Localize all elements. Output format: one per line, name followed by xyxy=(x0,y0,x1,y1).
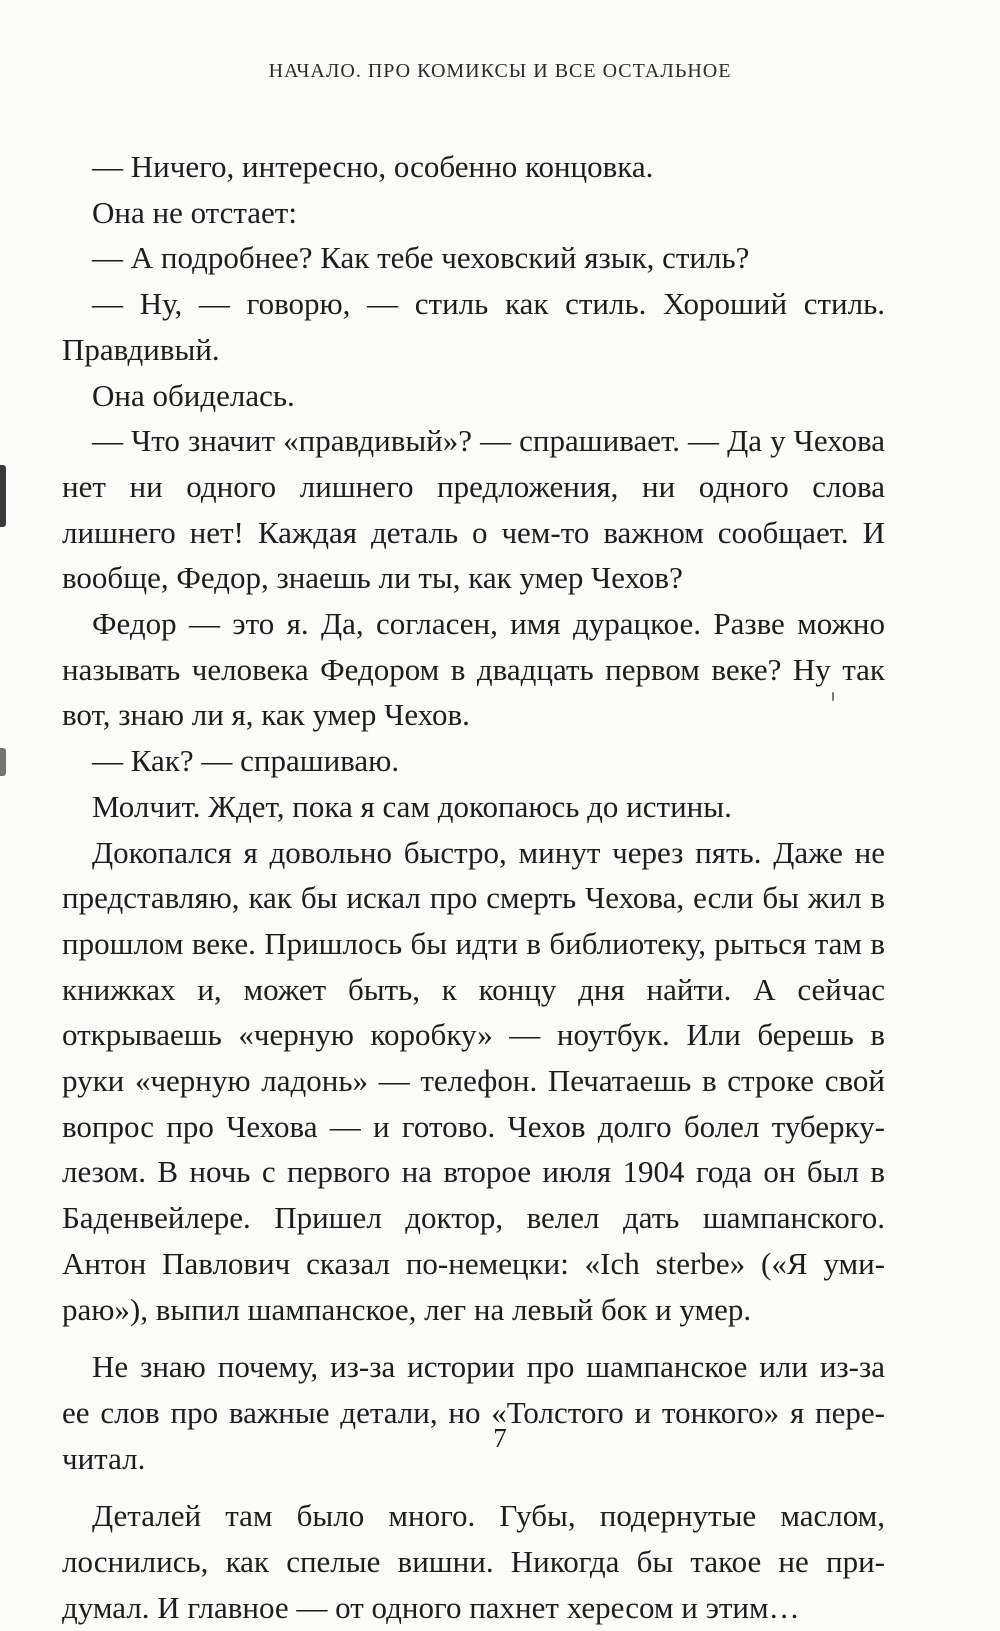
paragraph: Молчит. Ждет, пока я сам докопаюсь до истины. xyxy=(92,788,732,824)
paragraph: — Что значит «правдивый»? — спрашивает. — Да у Чехова нет ни одного лишнего предложения, ни одного слова лишнего нет! Каждая деталь о чем-то важном сообщает. И вообще, Федор, знаешь ли ты, как умер Чехов? xyxy=(62,423,885,596)
paragraph: Она обиделась. xyxy=(92,377,295,413)
paragraph: — А подробнее? Как тебе чеховский язык, стиль? xyxy=(92,240,750,276)
paragraph: Не знаю почему, из-за истории про шампанское или из-за ее слов про важные детали, но «Толстого и тонкого» я перечитал. xyxy=(62,1349,885,1476)
paragraph: — Ничего, интересно, особенно концовка. xyxy=(92,149,654,184)
paragraph: — Ну, — говорю, — стиль как стиль. Хороший стиль. Правдивый. xyxy=(62,286,885,367)
paragraph: Она не отстает: xyxy=(92,194,297,230)
page-edge-mark-upper xyxy=(0,465,6,527)
running-header: НАЧАЛО. ПРО КОМИКСЫ И ВСЕ ОСТАЛЬНОЕ xyxy=(268,60,732,82)
paragraph: Федор — это я. Да, согласен, имя дурацкое. Разве можно называть человека Федором в двадцать первом веке? Ну так вот, знаю ли я, как умер Чехов. xyxy=(62,606,885,733)
paragraph: Деталей там было много. Губы, подернутые маслом, лоснились, как спелые вишни. Никогда бы такое не придумал. И главное — от одного пахнет хересом и этим… xyxy=(62,1498,885,1625)
page-edge-mark-lower xyxy=(0,748,6,776)
paragraph: Докопался я довольно быстро, минут через пять. Даже не представляю, как бы искал про смерть Чехова, если бы жил в прошлом веке. Пришлось бы идти в библиотеку, рыться там в книжках и, может быть, к концу дня найти. А сейчас открываешь «черную коробку» — ноутбук. Или берешь в руки «черную ладонь» — телефон. Печатаешь в строке свой вопрос про Чехова — и готово. Чехов долго болел туберкулезом. В ночь с первого на второе июля 1904 года он был в Баденвейлере. Пришел доктор, велел дать шампанского. Антон Павлович сказал по-немецки: «Ich sterbe» («Я умираю»), выпил шампанское, лег на левый бок и умер. xyxy=(62,834,885,1327)
page-number: 7 xyxy=(493,1423,507,1453)
body-text xyxy=(62,144,885,1631)
paragraph: — Как? — спрашиваю. xyxy=(92,743,400,779)
